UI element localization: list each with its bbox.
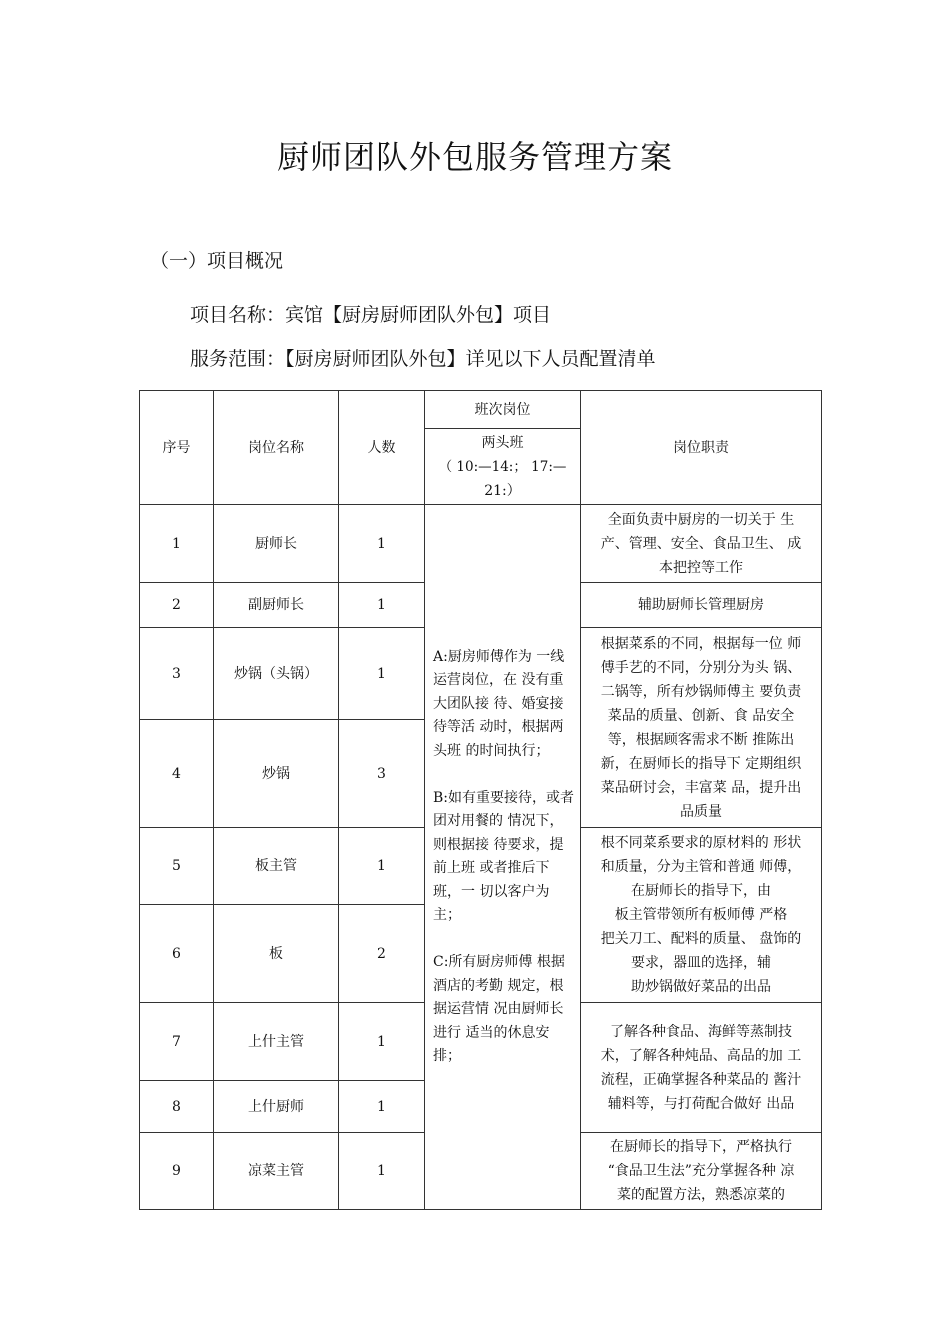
row-count: 3 (339, 720, 425, 828)
row-index: 2 (140, 583, 214, 628)
staff-table (139, 390, 822, 1210)
row-count: 1 (339, 828, 425, 905)
shift-time-2: 21:） (484, 482, 521, 499)
duty-wok: 根据菜系的不同，根据每一位 师 傅手艺的不同，分别分为头 锅、 二锅等，所有炒锅师傅主 要负责 菜品的质量、创新、食 品安全 等，根据顾客需求不断 推陈出 新，在厨师长的指导下 定期组织 菜品研讨会，丰富菜 品，提升出 品质量 (581, 628, 822, 828)
row-index: 9 (140, 1133, 214, 1210)
row-position: 板 (214, 905, 339, 1003)
header-count: 人数 (339, 391, 425, 505)
shift-notes: A:厨房师傅作为 一线运营岗位，在 没有重大团队接 待、婚宴接待等活 动时，根据两头班 的时间执行； B:如有重要接待，或者团对用餐的 情况下，则根据接 待要求，提前上班 或者推后下班，一 切以客户为主； C:所有厨房师傅 根据酒店的考勤 规定，根据运营情 况由厨师长进行 适当的休息安排； (425, 505, 581, 1210)
header-shift-detail (425, 429, 581, 505)
shift-time-1: （ 10:—14:； 17:— (438, 458, 567, 475)
row-index: 1 (140, 505, 214, 583)
row-index: 6 (140, 905, 214, 1003)
table-row (140, 505, 822, 583)
row-count: 1 (339, 628, 425, 720)
header-position: 岗位名称 (214, 391, 339, 505)
row-position: 炒锅（头锅） (214, 628, 339, 720)
row-index: 3 (140, 628, 214, 720)
duty-steam: 了解各种食品、海鲜等蒸制技 术，了解各种炖品、高品的加 工 流程，正确掌握各种菜品的 酱汁 辅料等，与打荷配合做好 出品 (581, 1003, 822, 1133)
row-index: 7 (140, 1003, 214, 1081)
row-count: 1 (339, 1003, 425, 1081)
table-header-row (140, 391, 822, 429)
header-index: 序号 (140, 391, 214, 505)
duty-board: 根不同菜系要求的原材料的 形状 和质量，分为主管和普通 师傅， 在厨师长的指导下，由 板主管带领所有板师傅 严格 把关刀工、配料的质量、 盘饰的 要求，器皿的选择，辅 助炒锅做好菜品的出品 (581, 828, 822, 1003)
row-position: 副厨师长 (214, 583, 339, 628)
project-name-line: 项目名称：宾馆【厨房厨师团队外包】项目 (190, 304, 552, 326)
row-count: 1 (339, 1133, 425, 1210)
row-position: 厨师长 (214, 505, 339, 583)
row-position: 炒锅 (214, 720, 339, 828)
duty-deputy-chef: 辅助厨师长管理厨房 (581, 583, 822, 628)
row-position: 板主管 (214, 828, 339, 905)
duty-head-chef: 全面负责中厨房的一切关于 生 产、管理、安全、食品卫生、 成 本把控等工作 (581, 505, 822, 583)
row-count: 2 (339, 905, 425, 1003)
document-title: 厨师团队外包服务管理方案 (276, 138, 673, 176)
header-shift-group: 班次岗位 (425, 391, 581, 429)
row-count: 1 (339, 583, 425, 628)
row-position: 上什主管 (214, 1003, 339, 1081)
header-duty: 岗位职责 (581, 391, 822, 505)
duty-cold: 在厨师长的指导下，严格执行 “食品卫生法”充分掌握各种 凉 菜的配置方法，熟悉凉菜的 (581, 1133, 822, 1210)
row-count: 1 (339, 1081, 425, 1133)
row-index: 4 (140, 720, 214, 828)
row-index: 5 (140, 828, 214, 905)
row-index: 8 (140, 1081, 214, 1133)
row-position: 凉菜主管 (214, 1133, 339, 1210)
row-position: 上什厨师 (214, 1081, 339, 1133)
shift-name: 两头班 (481, 434, 524, 451)
service-scope-line: 服务范围：【厨房厨师团队外包】详见以下人员配置清单 (190, 348, 656, 370)
row-count: 1 (339, 505, 425, 583)
section-heading: （一）项目概况 (150, 250, 284, 272)
